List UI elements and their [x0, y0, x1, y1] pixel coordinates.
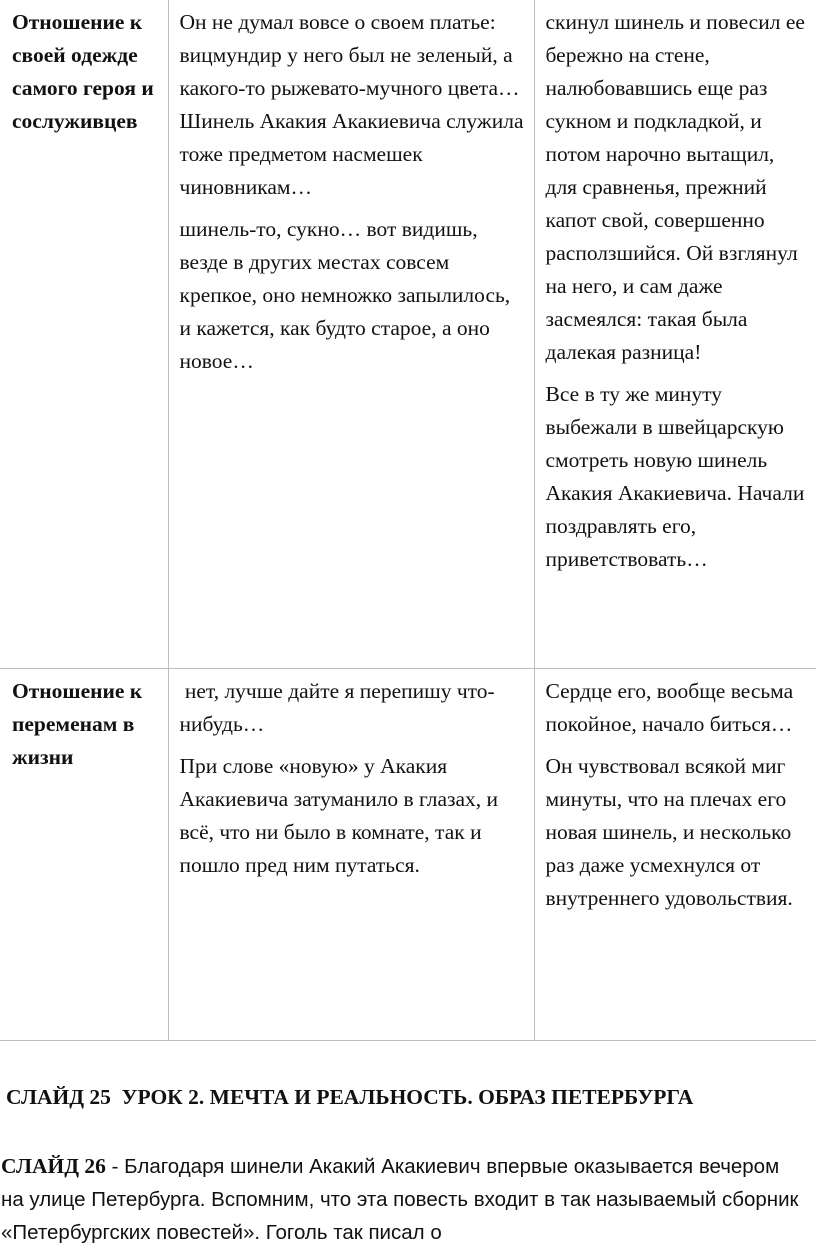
quote-paragraph: шинель-то, сукно… вот видишь, везде в других местах совсем крепкое, оно немножко запылилось, и кажется, как будто старое, а оно новое… — [179, 217, 511, 373]
table-row — [0, 669, 816, 1041]
quote-paragraph: Все в ту же минуту выбежали в швейцарскую смотреть новую шинель Акакия Акакиевича. Начали поздравлять его, приветствовать… — [545, 382, 805, 571]
quote-paragraph: При слове «новую» у Акакия Акакиевича затуманило в глазах, и всё, что ни было в комнате, так и пошло пред ним путаться. — [179, 754, 499, 877]
quote-cell — [534, 669, 816, 1041]
quote-paragraph: Сердце его, вообще весьма покойное, начало биться… — [545, 679, 794, 736]
row-label: Отношение к переменам в жизни — [0, 669, 168, 1041]
quote-paragraph: скинул шинель и повесил ее бережно на стене, налюбовавшись еще раз сукном и подкладкой, и потом нарочно вытащил, для сравненья, прежний капот свой, совершенно расползшийся. Ой взглянул на него, и сам даже засмеялся: такая была далекая разница! — [545, 10, 805, 364]
quote-paragraph: Он чувствовал всякой миг минуты, что на плечах его новая шинель, и несколько раз даже усмехнулся от внутреннего удовольствия. — [545, 754, 793, 910]
quote-cell — [168, 0, 534, 669]
quote-paragraph: нет, лучше дайте я перепишу что-нибудь… — [179, 679, 495, 736]
quote-cell — [534, 0, 816, 669]
slide-label: СЛАЙД 26 — [1, 1153, 106, 1178]
paragraph-text: - Благодаря шинели Акакий Акакиевич впервые оказывается вечером на улице Петербурга. Вспомним, что эта повесть входит в так называемый сборник «Петербургских повестей». Гоголь так писал о — [1, 1154, 799, 1244]
quote-cell — [168, 669, 534, 1041]
quote-paragraph: Он не думал вовсе о своем платье: вицмундир у него был не зеленый, а какого-то рыжевато-мучного цвета… Шинель Акакия Акакиевича служила тоже предметом насмешек чиновникам… — [179, 10, 524, 199]
body-paragraph — [1, 1150, 801, 1249]
row-label: Отношение к своей одежде самого героя и сослуживцев — [0, 0, 168, 669]
section-heading: СЛАЙД 25 УРОК 2. МЕЧТА И РЕАЛЬНОСТЬ. ОБРАЗ ПЕТЕРБУРГА — [6, 1085, 694, 1109]
